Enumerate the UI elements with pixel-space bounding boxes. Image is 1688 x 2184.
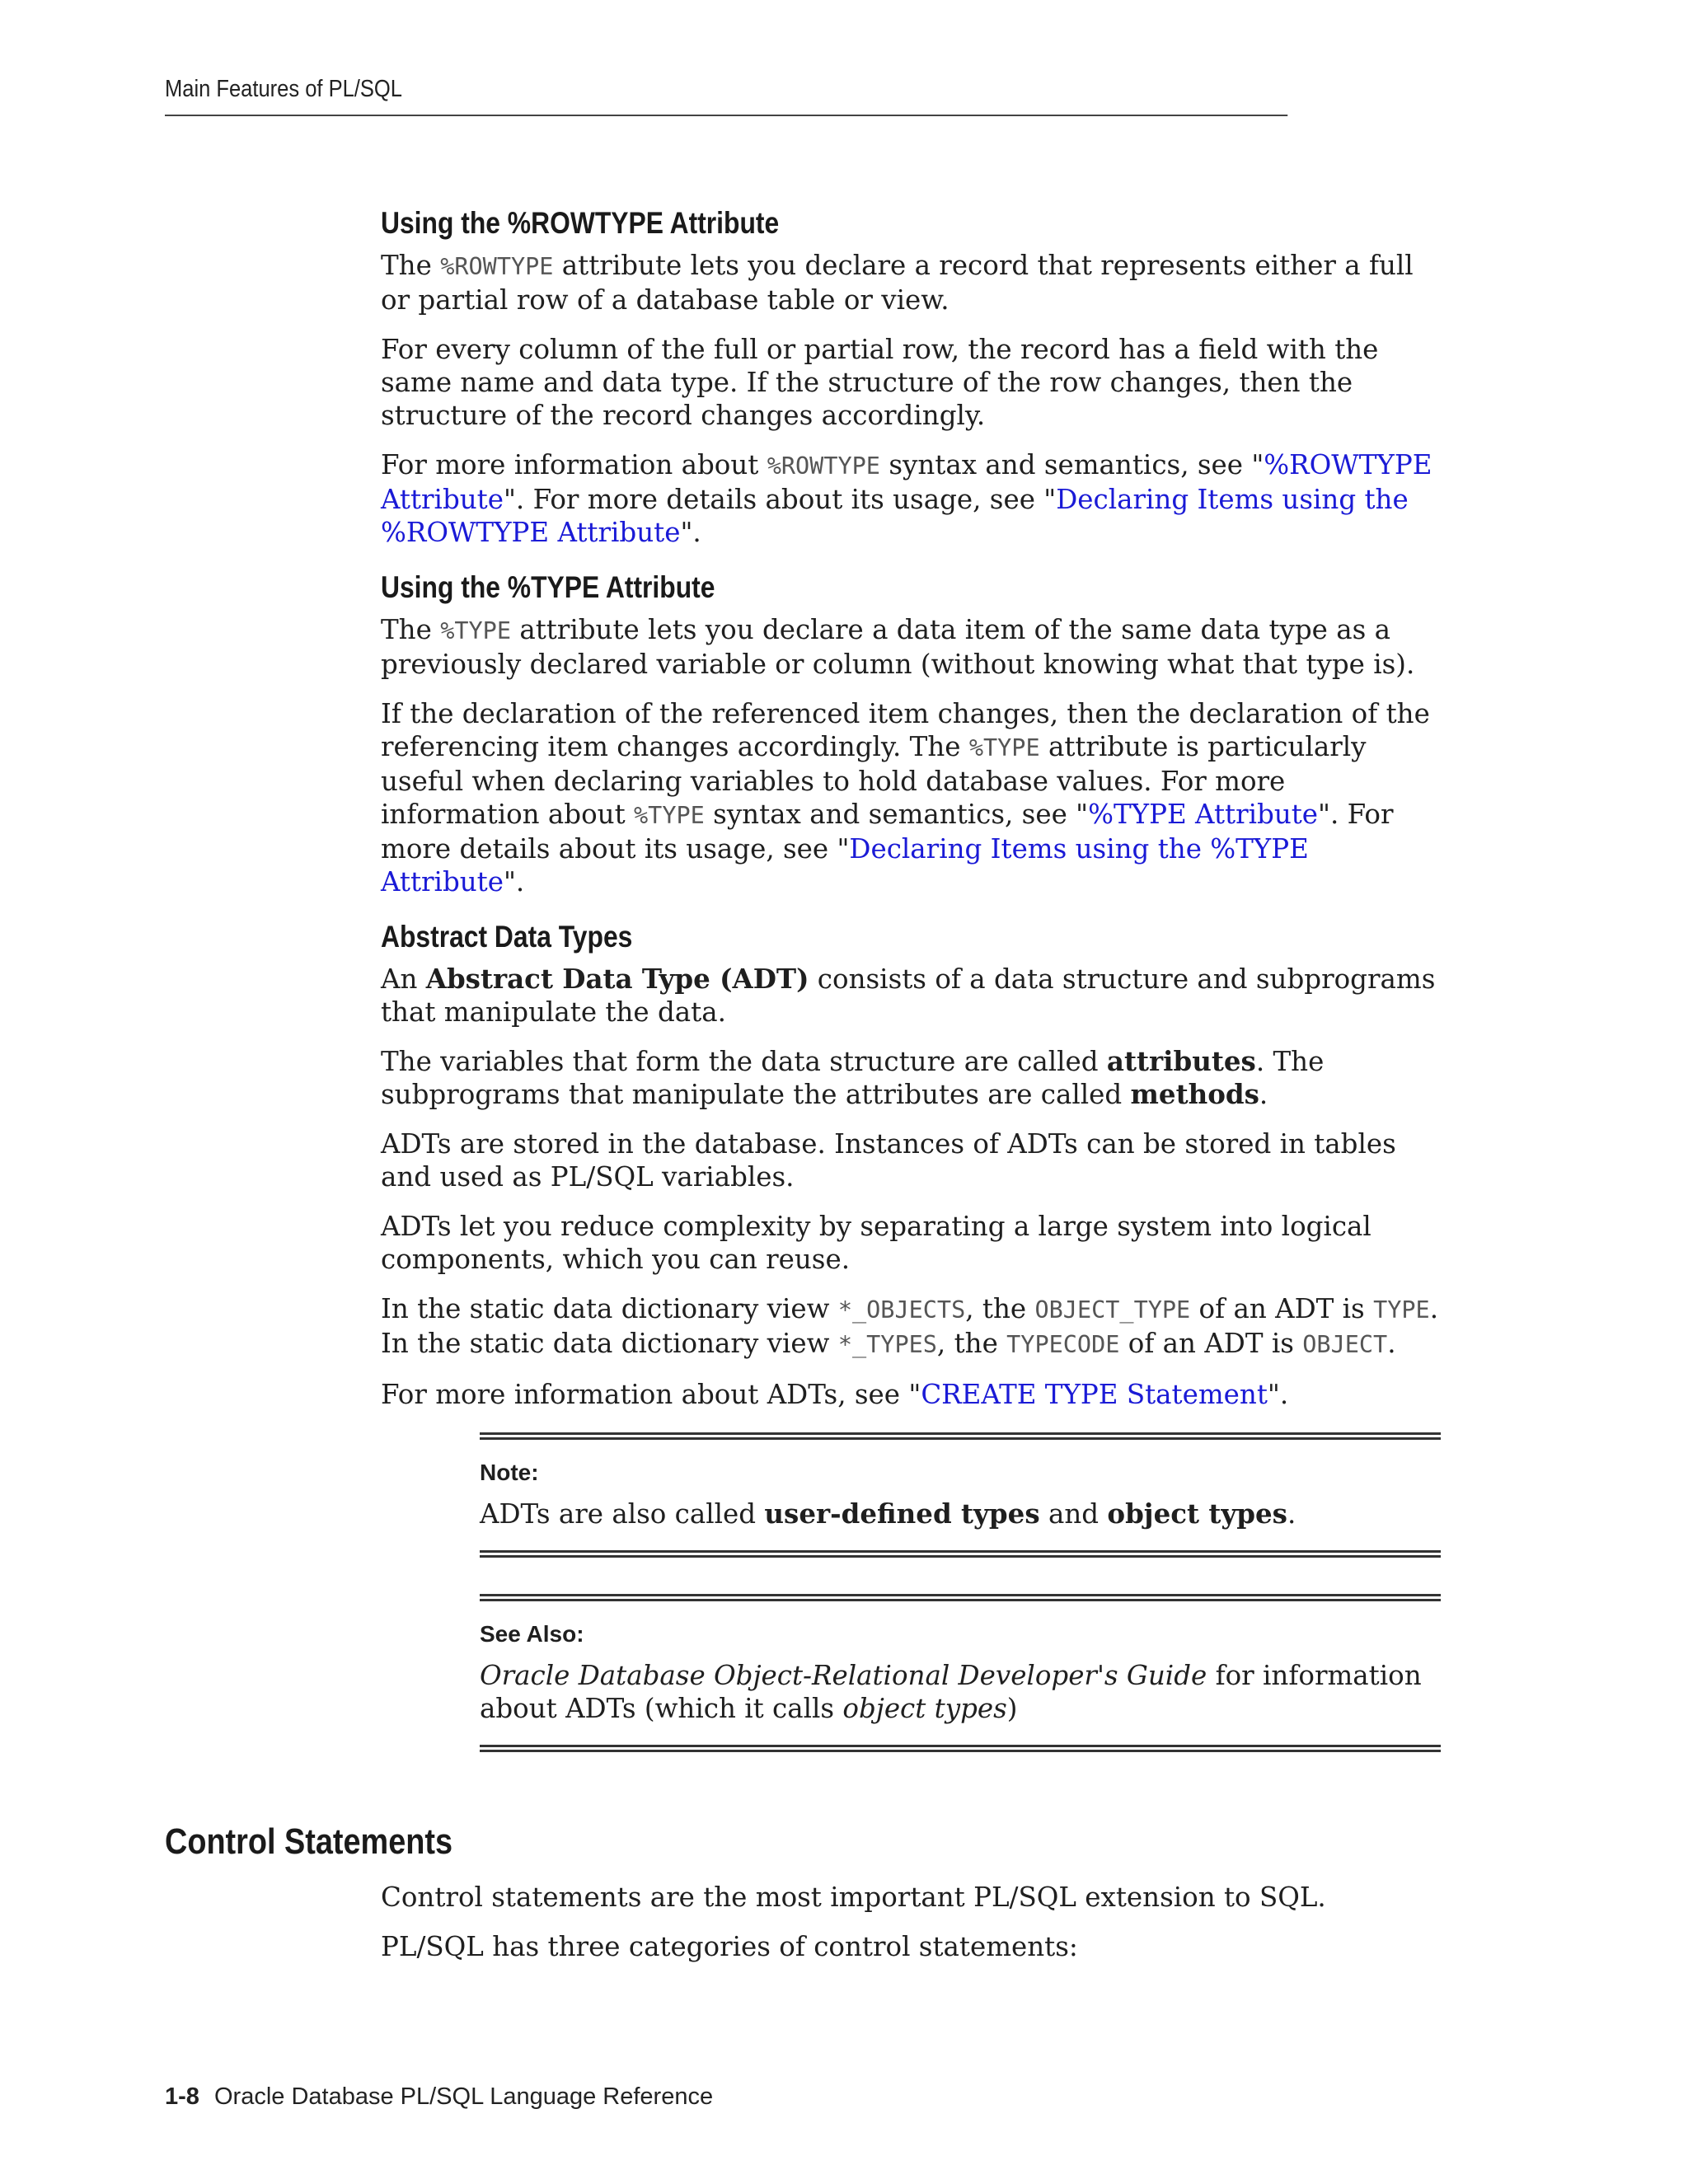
code-term: %TYPE [440, 617, 511, 644]
divider [480, 1594, 1441, 1601]
see-also-label: See Also: [480, 1621, 584, 1647]
text: ". [1267, 1379, 1289, 1410]
code-term: TYPECODE [1006, 1331, 1120, 1358]
bold-term: Abstract Data Type (ADT) [425, 963, 809, 995]
paragraph [381, 1292, 1441, 1361]
text: If the declaration of the referenced item changes, then the declaration of the referencing item changes accordingly. The [381, 698, 1430, 762]
text: . [1259, 1079, 1268, 1110]
section-adt [381, 920, 1441, 1411]
section-heading-type: Using the %TYPE Attribute [381, 570, 715, 604]
section-type [381, 570, 1441, 898]
section-rowtype [381, 206, 1441, 549]
code-term: *_TYPES [837, 1331, 937, 1358]
text: consists of a data structure and subprograms that manipulate the data. [381, 963, 1436, 1028]
see-also-box [480, 1594, 1441, 1752]
text: and [1039, 1498, 1108, 1530]
paragraph: ADTs are stored in the database. Instances of ADTs can be stored in tables and used as PL/SQL variables. [381, 1128, 1396, 1193]
note-label: Note: [480, 1460, 539, 1485]
note-box [480, 1432, 1441, 1558]
paragraph: PL/SQL has three categories of control statements: [381, 1931, 1078, 1962]
code-term: OBJECT_TYPE [1034, 1296, 1191, 1324]
paragraph [381, 613, 1441, 681]
code-term: %TYPE [634, 802, 705, 829]
text: The variables that form the data structure are called [381, 1046, 1107, 1077]
text: ADTs are also called [480, 1498, 765, 1530]
link-type-attribute[interactable]: %TYPE Attribute [1088, 799, 1319, 830]
code-term: %TYPE [968, 734, 1040, 762]
link-rowtype-attribute[interactable]: %ROWTYPE Attribute [381, 449, 1432, 515]
paragraph: Control statements are the most important PL/SQL extension to SQL. [381, 1882, 1326, 1913]
control-content [381, 1881, 1441, 1980]
main-content [381, 206, 1441, 1752]
text: . The subprograms that manipulate the attributes are called [381, 1046, 1325, 1110]
text: attribute is particularly useful when declaring variables to hold database values. For more information about [381, 731, 1367, 830]
divider [480, 1432, 1441, 1440]
bold-term: methods [1130, 1078, 1259, 1110]
text: syntax and semantics, see " [879, 449, 1264, 480]
section-heading-control-statements: Control Statements [165, 1821, 453, 1862]
code-term: %ROWTYPE [767, 452, 880, 480]
text: ". For more details about its usage, see " [503, 484, 1057, 515]
bold-term: user-defined types [764, 1497, 1040, 1530]
paragraph [381, 697, 1441, 898]
code-term: TYPE [1373, 1296, 1430, 1324]
text: ". [680, 517, 701, 548]
text: , the [936, 1328, 1007, 1359]
text: . In the static data dictionary view [381, 1293, 1439, 1359]
note-text [480, 1497, 1441, 1530]
section-heading-rowtype: Using the %ROWTYPE Attribute [381, 206, 780, 240]
text: . [1387, 1328, 1396, 1359]
link-declaring-items-rowtype[interactable]: Declaring Items using the %ROWTYPE Attribute [381, 484, 1409, 548]
italic-term: object types [842, 1693, 1007, 1724]
running-header: Main Features of PL/SQL [165, 76, 1287, 116]
text: ". For more details about its usage, see " [381, 799, 1394, 865]
bold-term: object types [1107, 1497, 1287, 1530]
paragraph: For every column of the full or partial row, the record has a field with the same name and data type. If the structure of the row changes, then the structure of the record changes accordingly. [381, 334, 1379, 431]
text: For more information about ADTs, see " [381, 1379, 921, 1410]
paragraph [381, 1378, 1441, 1411]
link-declaring-items-type[interactable]: Declaring Items using the %TYPE Attribute [381, 833, 1309, 898]
bold-term: attributes [1106, 1045, 1256, 1077]
text: attribute lets you declare a record that represents either a full or partial row of a database table or view. [381, 250, 1414, 316]
paragraph [381, 963, 1441, 1029]
page-footer [165, 2083, 713, 2111]
text: An [381, 963, 426, 995]
text: ". [503, 866, 525, 898]
code-term: OBJECT [1302, 1331, 1388, 1358]
paragraph: ADTs let you reduce complexity by separating a large system into logical components, which you can reuse. [381, 1211, 1372, 1275]
text: , the [965, 1293, 1035, 1324]
divider [480, 1550, 1441, 1558]
divider [480, 1745, 1441, 1752]
text: attribute lets you declare a data item of the same data type as a previously declared variable or column (without knowing what that type is). [381, 614, 1415, 680]
text: of an ADT is [1119, 1328, 1303, 1359]
text: ) [1006, 1693, 1018, 1724]
section-heading-adt: Abstract Data Types [381, 920, 633, 954]
see-also-text [480, 1659, 1441, 1725]
text: syntax and semantics, see " [704, 799, 1089, 830]
paragraph [381, 1045, 1441, 1111]
text: In the static data dictionary view [381, 1293, 838, 1324]
text: For more information about [381, 449, 767, 480]
text: . [1287, 1498, 1296, 1530]
text: The [381, 614, 441, 645]
page-number: 1-8 [165, 2083, 199, 2110]
paragraph [381, 448, 1441, 549]
paragraph [381, 249, 1441, 316]
link-create-type-statement[interactable]: CREATE TYPE Statement [921, 1379, 1268, 1410]
book-title: Oracle Database Object-Relational Developer's Guide [480, 1660, 1207, 1691]
book-title-footer: Oracle Database PL/SQL Language Reference [213, 2083, 714, 2110]
code-term: %ROWTYPE [440, 253, 554, 280]
text: of an ADT is [1190, 1293, 1374, 1324]
code-term: *_OBJECTS [837, 1296, 966, 1324]
text: The [381, 250, 441, 281]
text: for information about ADTs (which it calls [480, 1660, 1422, 1724]
